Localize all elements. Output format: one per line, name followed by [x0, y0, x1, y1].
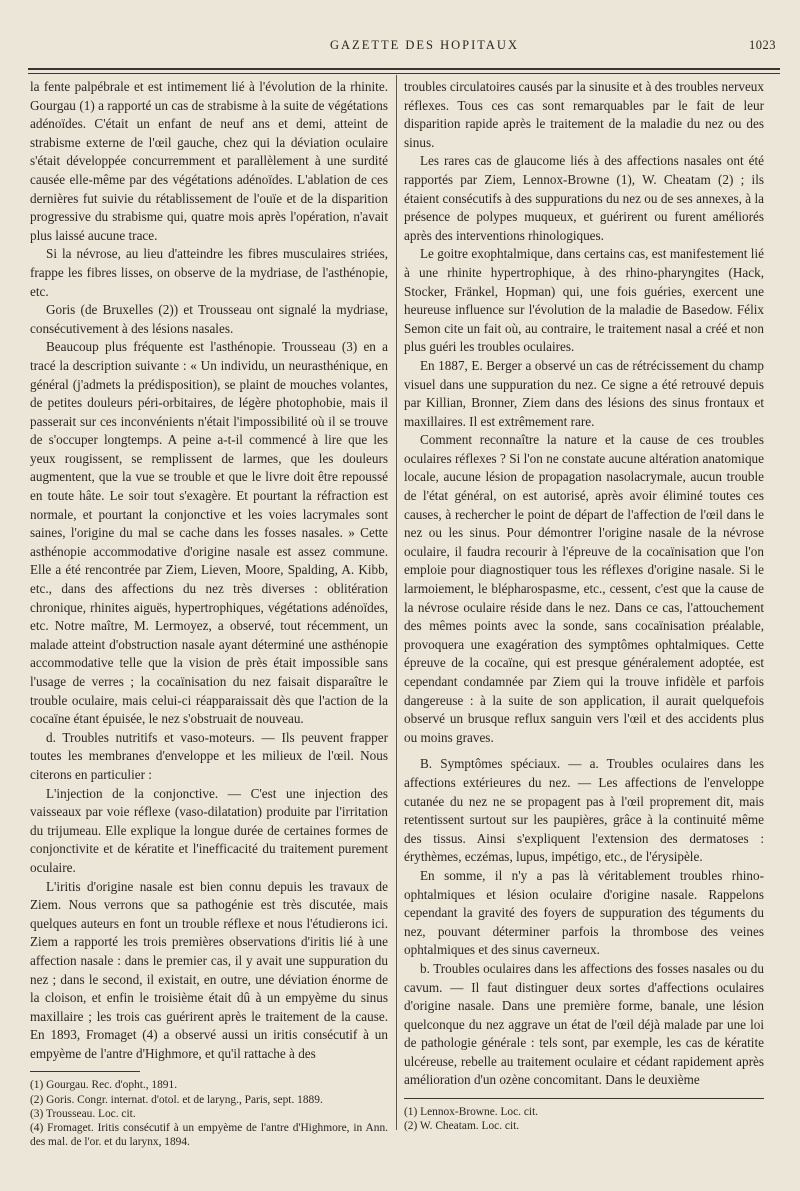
left-footnote-rule	[30, 1071, 140, 1072]
footnote-right-1: (1) Lennox-Browne. Loc. cit.	[404, 1106, 539, 1119]
left-footnotes	[30, 1078, 388, 1149]
footnote-3: (3) Trousseau. Loc. cit.	[30, 1107, 136, 1120]
journal-title: GAZETTE DES HOPITAUX	[330, 38, 519, 52]
column-divider	[396, 75, 397, 1130]
right-paragraph-5: Comment reconnaître la nature et la cause de ces troubles oculaires réflexes ? Si l'on ne constate aucune altération anatomique locale, aucune lésion de propagation nasolacrymale, aucun trouble de l'état général, on est autorisé, après avoir éliminé toutes ces causes, à rechercher le point de départ de l'affection de l'œil dans le nez ou les sinus. Pour démontrer l'origine nasale de la névrose oculaire, il faudra recourir à l'épreuve de la cocaïnisation que l'on emploie pour diagnostiquer tous les réflexes d'origine nasale. Si le larmoiement, le blépharospasme, etc., cessent, c'est que la cause de la névrose oculaire réside dans le nez. Dans ce cas, l'attouchement des mêmes points avec la sonde, sans cocaïnisation préalable, provoquera une exagération des symptômes ophtalmiques. Cette épreuve de la cocaïne, qui est presque généralement adoptée, est cependant condamnée par Ziem qui la trouve infidèle et parfois dangereuse : à la suite de son application, il aurait quelquefois observé un brusque reflux sanguin vers l'œil et des accidents plus ou moins graves.	[404, 432, 764, 745]
right-paragraph-7: En somme, il n'y a pas là véritablement troubles rhino-ophtalmiques et lésion oculaire d'origine nasale. Rappelons cependant la gravité des foyers de suppuration des téguments du nez, pouvant déterminer parfois la thrombose des veines ophtalmiques et des sinus caverneux.	[404, 867, 764, 958]
header-rule-thick	[28, 68, 780, 70]
right-column	[404, 78, 764, 1133]
left-paragraph-1: la fente palpébrale et est intimement lié à l'évolution de la rhinite. Gourgau (1) a rapporté un cas de strabisme à la suite de végétations adénoïdes. C'était un enfant de neuf ans et demi, atteint de strabisme externe de l'œil gauche, chez qui la déviation oculaire s'était développée concurremment et parallèlement à une surdité causée elle-même par des végétations adénoïdes. L'ablation de ces dernières fut suivie du rétablissement de l'ouïe et de la disparition progressive du strabisme qui, quatre mois après l'opération, n'avait plus laissé aucune trace.	[30, 79, 388, 243]
left-paragraph-4: Beaucoup plus fréquente est l'asthénopie. Trousseau (3) en a tracé la description suivante : « Un individu, un neurasthénique, en général (j'admets la prédisposition), se plaint de mouches volantes, de petites douleurs péri-orbitaires, de légère photophobie, mais il passerait sur ces inconvénients n'était l'impossibilité où il se trouve de s'occuper longtemps. A peine a-t-il commencé à lire que les yeux rougissent, se remplissent de larmes, que les douleurs augmentent, que la vue se trouble et que le livre doit être repoussé en toute hâte. Le soir tout s'exagère. Et pourtant la réfraction est normale, et pourtant la conjonctive et les voies lacrymales sont saines, l'origine du mal se cache dans les fosses nasales. » Cette asthénopie accommodative d'origine nasale est assez commune. Elle a été rencontrée par Ziem, Lieven, Moore, Spalding, A. Kibb, etc., dans des affections du nez très diverses : oblitération chronique, rhinites aiguës, hypertrophiques, végétations adénoïdes, etc. Notre maître, M. Lermoyez, a observé, tout récemment, un malade atteint d'obstruction nasale ayant déterminé une asthénopie accommodative telle que la vision de près était impossible sans l'usage de verres ; la cocaïnisation du nez faisait disparaître le trouble oculaire, mais celui-ci réapparaissait dès que l'action de la cocaïne étant épuisée, le nez s'obstruait de nouveau.	[30, 339, 388, 727]
footnote-1: (1) Gourgau. Rec. d'opht., 1891.	[30, 1079, 178, 1092]
right-paragraph-8: b. Troubles oculaires dans les affections des fosses nasales ou du cavum. — Il faut distinguer deux sortes d'affections oculaires d'origine nasale. Dans une première forme, banale, une lésion quelconque du nez aggrave un état de l'œil déjà malade par une loi de pathologie générale : tels sont, par exemple, les cas de kératite ulcéreuse, rebelle au traitement oculaire et cédant rapidement après amélioration d'un ozène concomitant. Dans le deuxième	[404, 960, 764, 1088]
left-column	[30, 78, 388, 1149]
left-paragraph-5: d. Troubles nutritifs et vaso-moteurs. — Ils peuvent frapper toutes les membranes d'enveloppe et les milieux de l'œil. Nous citerons en particulier :	[30, 729, 388, 782]
left-paragraph-3: Goris (de Bruxelles (2)) et Trousseau ont signalé la mydriase, consécutivement à des lésions nasales.	[30, 302, 388, 336]
right-paragraph-6: B. Symptômes spéciaux. — a. Troubles oculaires dans les affections extérieures du nez. — Les affections de l'enveloppe cutanée du nez ne se propagent pas à l'œil proprement dit, mais retentissent surtout sur les paupières, grâce à la continuité même des tissus. Ainsi s'expliquent l'extension des dermatoses : érythèmes, eczémas, lupus, impétigo, etc., de l'érysipèle.	[404, 756, 764, 865]
right-footnotes	[404, 1105, 764, 1133]
left-paragraph-2: Si la névrose, au lieu d'atteindre les fibres musculaires striées, frappe les fibres lisses, on observe de la mydriase, de l'asthénopie, etc.	[30, 246, 388, 299]
right-paragraph-4: En 1887, E. Berger a observé un cas de rétrécissement du champ visuel dans une suppuration du nez. Ce signe a été retrouvé depuis par Killian, Bronner, Ziem dans des lésions des sinus frontaux et maxillaires. Il est extrêmement rare.	[404, 357, 764, 429]
right-paragraph-1: troubles circulatoires causés par la sinusite et à des troubles nerveux réflexes. Tous ces cas sont remarquables par le fait de leur disparition rapide après le traitement de la maladie du nez ou des sinus.	[404, 79, 764, 150]
footnote-right-2: (2) W. Cheatam. Loc. cit.	[404, 1120, 520, 1133]
page-number: 1023	[749, 38, 776, 52]
header-rule-thin	[28, 73, 780, 74]
running-head	[30, 38, 776, 54]
left-paragraph-7: L'iritis d'origine nasale est bien connu depuis les travaux de Ziem. Nous verrons que sa pathogénie est très discutée, mais quelques auteurs en font un trouble réflexe et nous l'étudierons ici. Ziem a rapporté les trois premières observations d'iritis lié à une affection nasale : dans le premier cas, il y avait une suppuration du nez ; dans le second, il existait, en outre, une déviation énorme de la cloison, et enfin le troisième était dû à un empyème du sinus maxillaire ; les trois cas guérirent après le traitement de la cause. En 1893, Fromaget (4) a observé aussi un iritis consécutif à un empyème de l'antre d'Highmore, et qu'il rattache à des	[30, 878, 388, 1061]
right-footnote-rule	[404, 1098, 764, 1099]
left-paragraph-6: L'injection de la conjonctive. — C'est une injection des vaisseaux par voie réflexe (vaso-dilatation) produite par l'irritation du trijumeau. Elle explique la longue durée de certaines formes de conjonctivite et de kératite et l'inefficacité du traitement purement oculaire.	[30, 785, 388, 875]
right-paragraph-2: Les rares cas de glaucome liés à des affections nasales ont été rapportés par Ziem, Lennox-Browne (1), W. Cheatam (2) ; ils étaient consécutifs à des suppurations du nez ou de ses annexes, à la présence de polypes muqueux, et guérirent ou furent améliorés après des interventions rhinologiques.	[404, 153, 764, 243]
right-paragraph-3: Le goitre exophtalmique, dans certains cas, est manifestement lié à une rhinite hypertrophique, à des rhino-pharyngites (Hack, Stocker, Fränkel, Hopman) qui, une fois guéries, exercent une heureuse influence sur l'évolution de la maladie de Basedow. Félix Semon cite un fait où, au contraire, le traitement nasal a créé et non plus guéri les troubles oculaires.	[404, 246, 764, 355]
footnote-2: (2) Goris. Congr. internat. d'otol. et de laryng., Paris, sept. 1889.	[30, 1093, 323, 1106]
footnote-4: (4) Fromaget. Iritis consécutif à un empyème de l'antre d'Highmore, in Ann. des mal. de l'or. et du larynx, 1894.	[30, 1122, 388, 1149]
